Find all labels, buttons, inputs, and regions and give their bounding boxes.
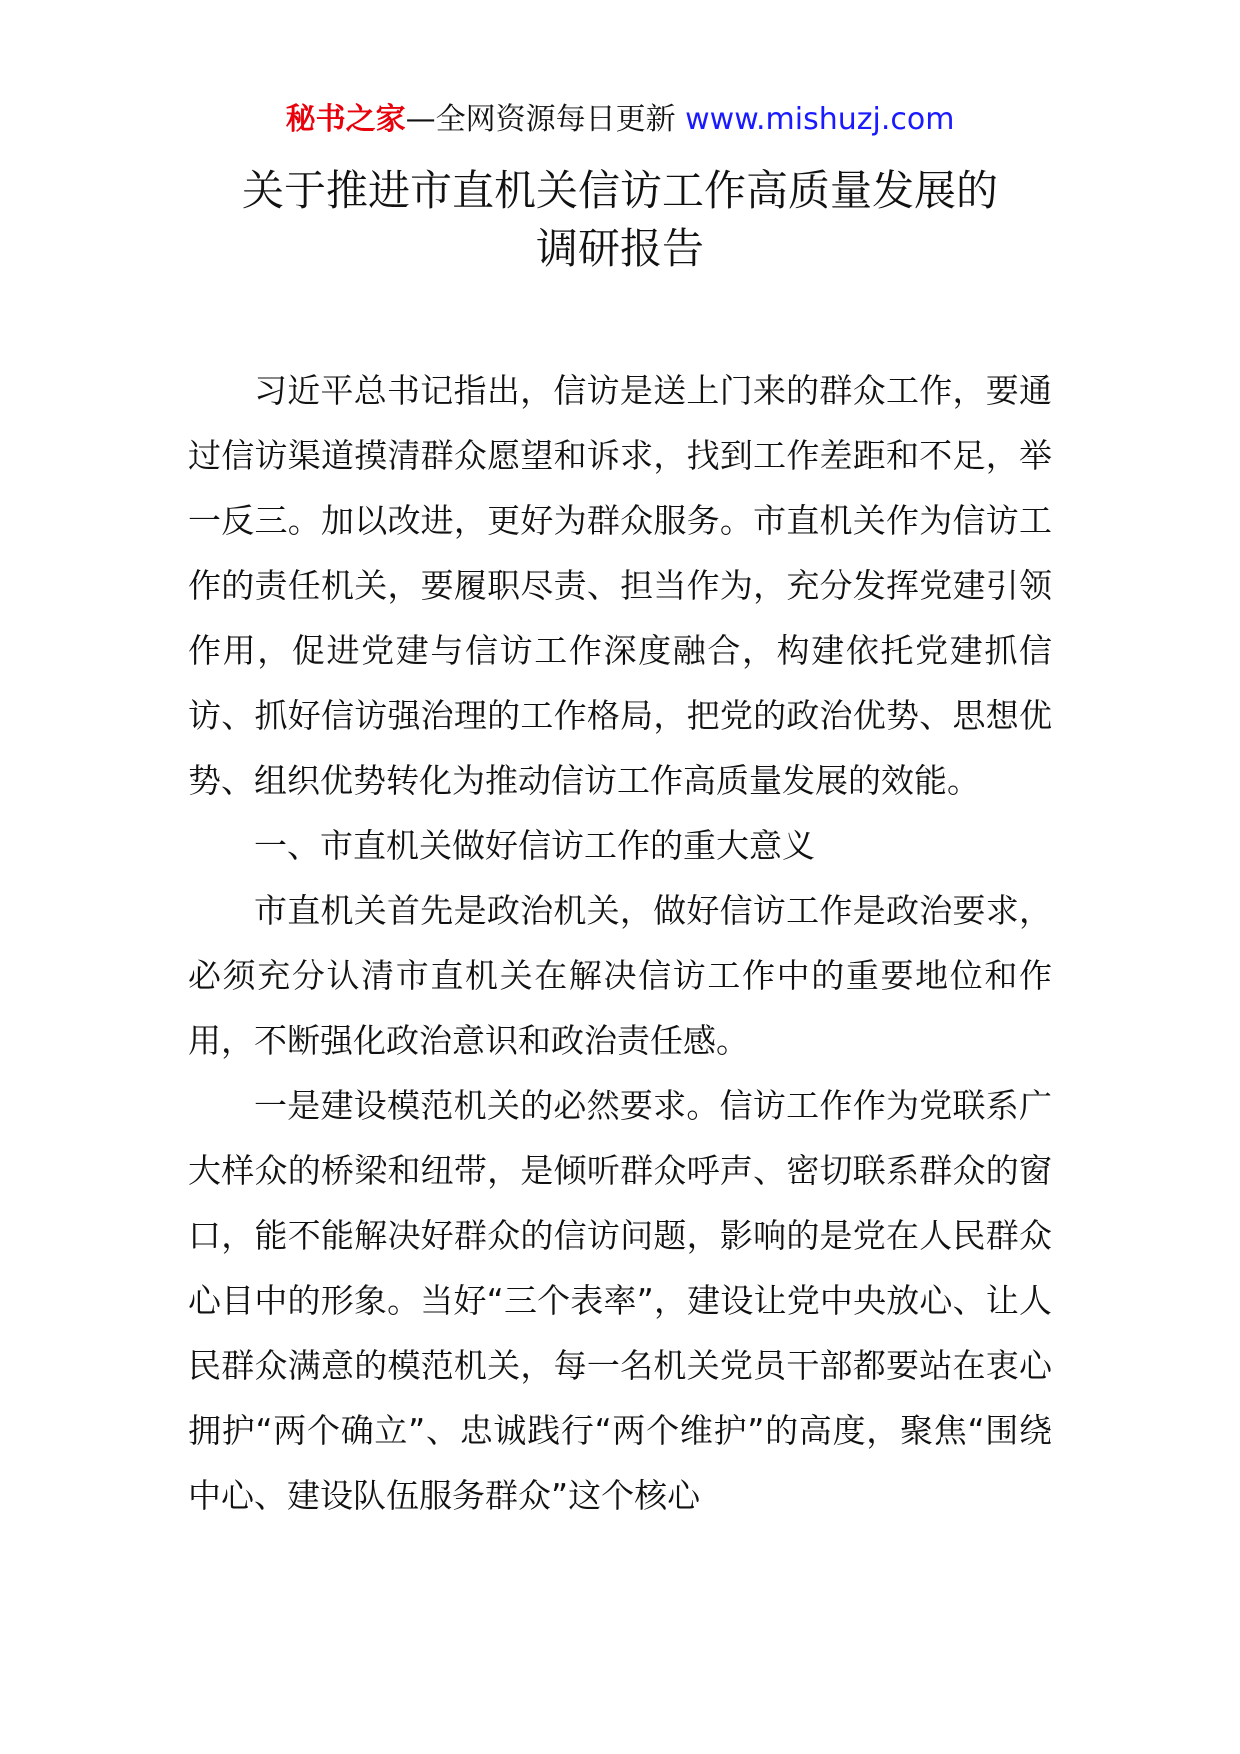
site-url[interactable]: www.mishuzj.com [685, 102, 955, 137]
title-line-1: 关于推进市直机关信访工作高质量发展的 [241, 166, 998, 215]
brand-name: 秘书之家 [285, 102, 406, 137]
paragraph-model-organ: 一是建设模范机关的必然要求。信访工作作为党联系广大样众的桥梁和纽带，是倾听群众呼声、密切联系群众的窗口，能不能解决好群众的信访问题，影响的是党在人民群众心目中的形象。当好“三个表率”，建设让党中央放心、让人民群众满意的模范机关，每一名机关党员干部都要站在衷心拥护“两个确立”、忠诚践行“两个维护”的高度，聚焦“围绕中心、建设队伍服务群众”这个核心 [188, 1086, 1052, 1515]
title-line-2: 调研报告 [535, 224, 704, 273]
paragraph-political-organ: 市直机关首先是政治机关，做好信访工作是政治要求，必须充分认清市直机关在解决信访工作中的重要地位和作用，不断强化政治意识和政治责任感。 [188, 891, 1052, 1060]
document-title [0, 162, 1240, 278]
site-header [0, 100, 1240, 140]
document-body [188, 358, 1052, 1528]
site-slogan: —全网资源每日更新 [405, 102, 686, 137]
section-heading-1: 一、市直机关做好信访工作的重大意义 [254, 826, 815, 865]
paragraph-intro: 习近平总书记指出，信访是送上门来的群众工作，要通过信访渠道摸清群众愿望和诉求，找到工作差距和不足，举一反三。加以改进，更好为群众服务。市直机关作为信访工作的责任机关，要履职尽责、担当作为，充分发挥党建引领作用，促进党建与信访工作深度融合，构建依托党建抓信访、抓好信访强治理的工作格局，把党的政治优势、思想优势、组织优势转化为推动信访工作高质量发展的效能。 [188, 371, 1052, 800]
